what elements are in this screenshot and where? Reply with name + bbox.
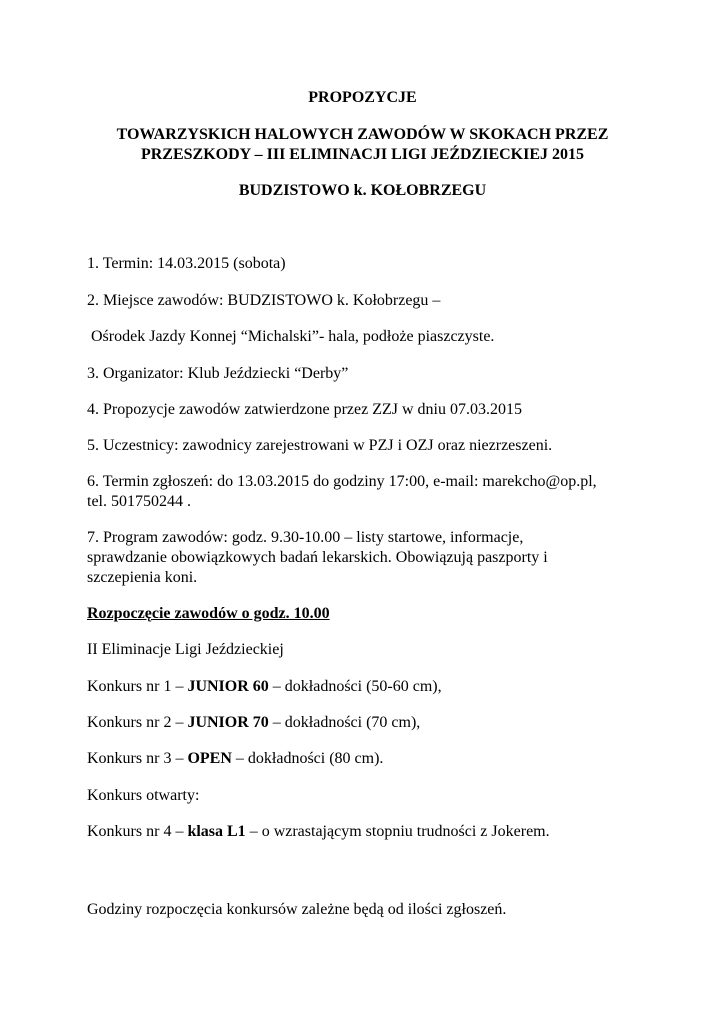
item-osrodek: Ośrodek Jazdy Konnej “Michalski”- hala, podłoże piaszczyste. [91, 328, 495, 345]
competition-suffix: – dokładności (80 cm). [231, 750, 384, 767]
item-organizator: 3. Organizator: Klub Jeździecki “Derby” [87, 365, 349, 382]
competition-suffix: – dokładności (70 cm), [268, 714, 421, 731]
competition-prefix: Konkurs nr 1 – [87, 678, 188, 695]
competition-name: JUNIOR 70 [187, 714, 269, 731]
item-program-line3: szczepienia koni. [87, 569, 198, 586]
open-label: Konkurs otwarty: [87, 787, 200, 804]
competition-prefix: Konkurs nr 3 – [87, 750, 188, 767]
item-zgloszenia-line1: 6. Termin zgłoszeń: do 13.03.2015 do godziny 17:00, e-mail: marekcho@op.pl, [87, 473, 597, 490]
competition-name: klasa L1 [187, 823, 246, 840]
item-program-line1: 7. Program zawodów: godz. 9.30-10.00 – listy startowe, informacje, [87, 529, 524, 546]
competition-2 [87, 713, 647, 733]
document-subtitle-line2: PRZESZKODY – III ELIMINACJI LIGI JEŹDZIECKIEJ 2015 [140, 146, 585, 163]
competition-name: OPEN [187, 750, 232, 767]
item-zgloszenia-line2: tel. 501750244 . [87, 493, 191, 510]
league-label: II Eliminacje Ligi Jeździeckiej [87, 641, 284, 658]
item-miejsce: 2. Miejsce zawodów: BUDZISTOWO k. Kołobrzegu – [87, 292, 441, 309]
document-location: BUDZISTOWO k. KOŁOBRZEGU [238, 182, 487, 199]
competition-suffix: – o wzrastającym stopniu trudności z Jokerem. [245, 823, 550, 840]
competition-prefix: Konkurs nr 2 – [87, 714, 188, 731]
start-heading: Rozpoczęcie zawodów o godz. 10.00 [87, 605, 330, 622]
item-program-line2: sprawdzanie obowiązkowych badań lekarskich. Obowiązują paszporty i [87, 549, 548, 566]
competition-3 [87, 749, 647, 769]
footer-note: Godziny rozpoczęcia konkursów zależne będą od ilości zgłoszeń. [87, 901, 507, 918]
item-termin: 1. Termin: 14.03.2015 (sobota) [87, 255, 286, 272]
item-propozycje: 4. Propozycje zawodów zatwierdzone przez ZZJ w dniu 07.03.2015 [87, 401, 522, 418]
competition-prefix: Konkurs nr 4 – [87, 823, 188, 840]
competition-name: JUNIOR 60 [187, 678, 269, 695]
competition-4 [87, 822, 647, 842]
competition-1 [87, 677, 647, 697]
item-uczestnicy: 5. Uczestnicy: zawodnicy zarejestrowani w PZJ i OZJ oraz niezrzeszeni. [87, 437, 553, 454]
competition-suffix: – dokładności (50-60 cm), [268, 678, 442, 695]
document-title: PROPOZYCJE [308, 89, 417, 106]
document-subtitle-line1: TOWARZYSKICH HALOWYCH ZAWODÓW W SKOKACH PRZEZ [116, 126, 609, 143]
